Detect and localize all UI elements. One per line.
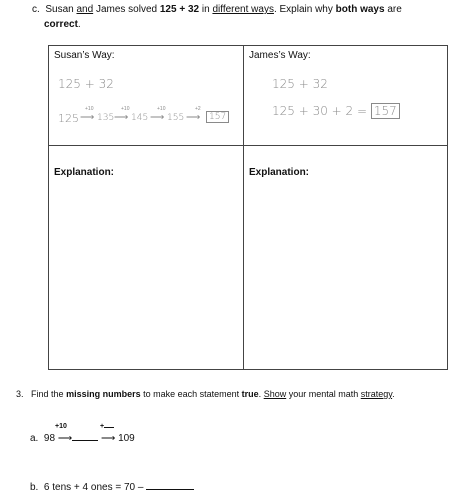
bold-both-ways: both ways — [335, 4, 385, 15]
underlined-strategy: strategy — [360, 389, 393, 399]
susan-explanation-label: Explanation: — [54, 167, 115, 178]
susan-start-value: 125 — [58, 112, 79, 125]
step-2-arrow: ⟶ — [114, 112, 129, 123]
q3a-arrow1-label: +10 — [55, 423, 67, 430]
q3a-end: 109 — [118, 433, 135, 444]
question-3a — [30, 433, 135, 444]
step-3-arrow: ⟶ — [150, 112, 165, 123]
q3a-start: 98 — [43, 433, 56, 444]
step-2-value: 145 — [131, 113, 149, 123]
susan-way-header: Susan’s Way: — [54, 50, 115, 61]
susan-work-line1: 125 + 32 — [58, 77, 114, 91]
table-border-right — [447, 45, 448, 370]
bold-correct: correct — [44, 19, 78, 30]
step-2-label: +10 — [121, 106, 130, 112]
james-work-line2 — [272, 104, 400, 118]
step-1-value: 135 — [97, 113, 115, 123]
table-border-top — [48, 45, 448, 46]
james-explanation-label: Explanation: — [249, 167, 310, 178]
question-3-prompt: 3. Find the missing numbers to make each statement true. Show your mental math strategy. — [16, 389, 395, 399]
james-way-header: James’s Way: — [249, 50, 311, 61]
step-1-label: +10 — [85, 106, 94, 112]
table-border-left — [48, 45, 49, 370]
question-3-number: 3. — [16, 389, 24, 399]
step-1-arrow: ⟶ — [80, 112, 95, 123]
q3a-arrow1: ⟶ — [57, 433, 73, 444]
q3a-arrow2-label: + — [100, 423, 105, 430]
bold-expression: 125 + 32 — [159, 4, 200, 15]
table-border-mid — [48, 145, 448, 146]
james-boxed-answer: 157 — [371, 103, 400, 119]
q3a-arrow2: ⟶ — [100, 433, 116, 444]
bold-missing-numbers: missing numbers — [66, 389, 141, 399]
underlined-show: Show — [263, 389, 287, 399]
q3b-letter: b. — [30, 482, 39, 493]
q3a-arrow2-blank[interactable] — [104, 427, 114, 428]
james-work-line1: 125 + 32 — [272, 77, 328, 91]
part-c-prompt-line2: correct. — [44, 19, 81, 30]
underlined-and: and — [76, 4, 94, 15]
part-c-letter: c. — [32, 4, 40, 15]
q3a-blank[interactable] — [72, 440, 98, 441]
table-border-center — [243, 45, 244, 370]
underlined-different-ways: different ways — [212, 4, 274, 15]
q3b-text: 6 tens + 4 ones = 70 – — [43, 482, 144, 493]
bold-true: true — [241, 389, 259, 399]
james-equation: 125 + 30 + 2 = — [272, 104, 368, 118]
step-4-boxed-value: 157 — [206, 111, 229, 123]
q3b-blank[interactable] — [146, 489, 194, 490]
step-3-label: +10 — [157, 106, 166, 112]
step-4-arrow: ⟶ — [186, 112, 201, 123]
q3a-letter: a. — [30, 433, 39, 444]
q3a-arrow2-label-group — [100, 423, 114, 430]
step-3-value: 155 — [167, 113, 185, 123]
table-border-bottom — [48, 369, 448, 370]
susan-number-line — [56, 106, 241, 128]
part-c-prompt: c. Susan and James solved 125 + 32 in different ways. Explain why both ways are — [32, 4, 402, 15]
question-3b — [30, 482, 194, 493]
step-4-label: +2 — [195, 106, 201, 112]
